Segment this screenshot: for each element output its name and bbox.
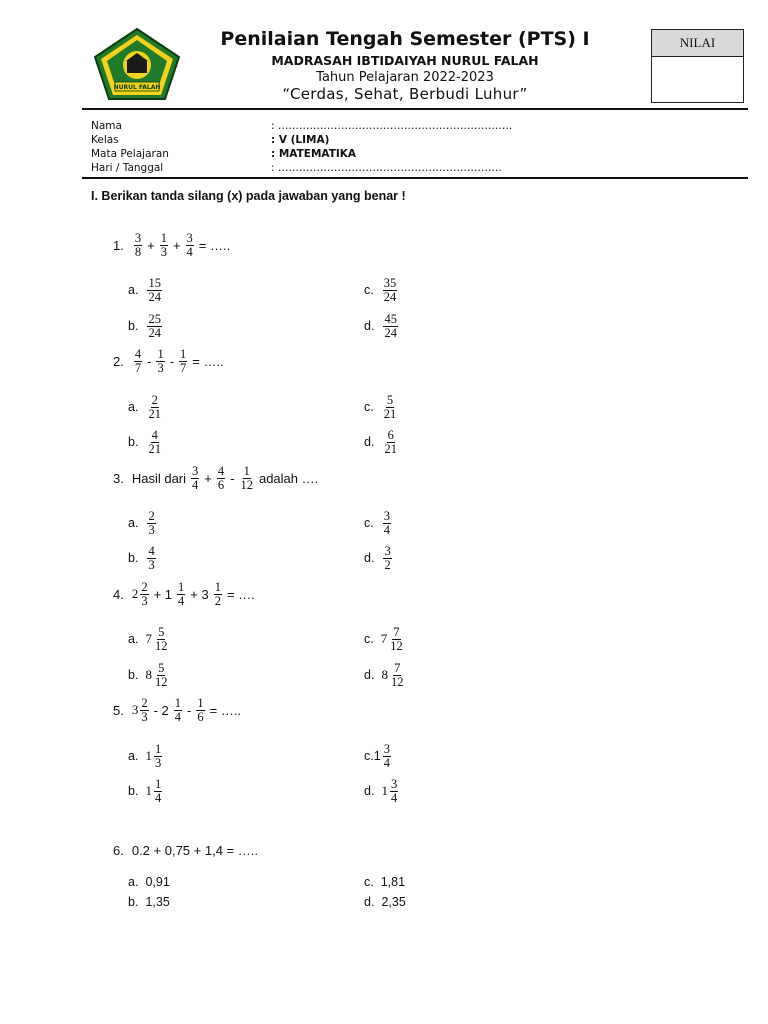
numerator: 2 [151, 392, 158, 407]
question-4-option-d[interactable] [364, 661, 406, 689]
subject-value: : MATEMATIKA [271, 148, 357, 160]
denominator: 4 [383, 522, 390, 537]
numerator: 5 [386, 392, 394, 407]
option-label: d. [364, 435, 375, 449]
operator: = ….. [209, 702, 242, 718]
option-label: a. [128, 283, 139, 297]
fraction [147, 277, 162, 304]
whole-number: 1 [381, 783, 388, 798]
option-label: a. [128, 749, 139, 763]
numerator: 1 [243, 463, 250, 478]
option-label: a. [128, 516, 139, 530]
question-4-option-c[interactable] [364, 625, 406, 653]
fraction [134, 348, 142, 375]
class-value: : V (LIMA) [271, 134, 330, 146]
operator: - [230, 470, 235, 486]
fraction [191, 465, 199, 492]
denominator: 21 [383, 406, 397, 421]
question-5-option-c[interactable] [364, 742, 393, 770]
fraction [147, 313, 162, 340]
operator: = …. [226, 586, 255, 602]
numerator: 2 [141, 579, 148, 594]
question-5 [113, 696, 244, 724]
denominator: 4 [383, 755, 390, 770]
question-3 [113, 464, 318, 492]
numerator: 1 [174, 695, 182, 710]
section-instruction: I. Berikan tanda silang (x) pada jawaban yang benar ! [91, 189, 406, 203]
option-label: d. [364, 319, 375, 333]
header-divider-top [82, 108, 748, 110]
option-label: b. [128, 784, 139, 798]
question-6-option-d[interactable] [364, 888, 406, 916]
denominator: 3 [141, 593, 148, 608]
numerator: 1 [178, 579, 185, 594]
denominator: 21 [384, 441, 397, 456]
numerator: 5 [158, 660, 165, 675]
numerator: 3 [383, 508, 390, 523]
numerator: 3 [192, 463, 199, 478]
numerator: 5 [158, 624, 165, 639]
denominator: 8 [134, 244, 142, 259]
question-1-option-c[interactable] [364, 276, 399, 304]
fraction [154, 778, 162, 805]
fraction [239, 465, 254, 492]
question-number: 1. [113, 237, 124, 253]
operator: - 2 [153, 702, 169, 718]
denominator: 7 [134, 360, 142, 375]
operator: = ….. [192, 353, 224, 369]
denominator: 21 [148, 406, 161, 421]
fraction [177, 581, 185, 608]
question-2-option-a[interactable] [128, 393, 164, 421]
denominator: 24 [148, 289, 161, 304]
denominator: 12 [154, 638, 168, 653]
denominator: 12 [390, 638, 403, 653]
numerator: 4 [148, 543, 155, 558]
question-3-option-a[interactable] [128, 509, 158, 537]
numerator: 25 [148, 311, 161, 326]
operator: - [147, 353, 152, 369]
option-label: a. [128, 400, 139, 414]
fraction [154, 626, 169, 653]
numerator: 2 [141, 695, 148, 710]
denominator: 24 [148, 325, 161, 340]
fraction [156, 348, 164, 375]
option-label: d. [364, 784, 375, 798]
denominator: 21 [148, 441, 161, 456]
fraction [383, 429, 398, 456]
denominator: 4 [192, 477, 199, 492]
numerator: 6 [387, 427, 394, 442]
denominator: 2 [384, 557, 391, 572]
fraction [383, 510, 391, 537]
question-text: 0.2 + 0,75 + 1,4 = ….. [131, 842, 258, 858]
name-label: Nama [91, 120, 122, 132]
score-box-label: NILAI [652, 30, 743, 57]
fraction [214, 581, 222, 608]
denominator: 3 [141, 709, 148, 724]
fraction [383, 545, 391, 572]
question-4-option-a[interactable] [128, 625, 170, 653]
whole-number: 8 [145, 667, 152, 682]
numerator: 1 [157, 346, 164, 361]
denominator: 4 [186, 244, 193, 259]
subject-label: Mata Pelajaran [91, 148, 169, 160]
fraction [383, 743, 391, 770]
fraction [140, 581, 148, 608]
denominator: 24 [383, 289, 397, 304]
question-4 [113, 580, 258, 608]
question-1-option-a[interactable] [128, 276, 164, 304]
header-divider-bottom [82, 177, 748, 179]
denominator: 12 [240, 477, 253, 492]
numerator: 4 [217, 463, 225, 478]
operator: + [172, 237, 181, 253]
question-number: 6. [113, 842, 124, 858]
denominator: 12 [390, 674, 404, 689]
operator: 2 [131, 586, 139, 601]
denominator: 12 [154, 674, 168, 689]
fraction [186, 232, 194, 259]
numerator: 3 [390, 776, 398, 791]
whole-number: 7 [380, 631, 388, 646]
question-4-option-b[interactable] [128, 661, 170, 689]
numerator: 2 [148, 508, 155, 523]
option-value: 0,91 [145, 875, 170, 889]
question-2-option-b[interactable] [128, 428, 164, 456]
numerator: 3 [384, 543, 391, 558]
operator: + 1 [153, 586, 173, 602]
class-label: Kelas [91, 134, 119, 146]
whole-number: 7 [145, 631, 152, 646]
option-label: c. [364, 400, 374, 414]
numerator: 45 [384, 311, 397, 326]
fraction [134, 232, 142, 259]
numerator: 1 [180, 346, 187, 361]
question-1-option-b[interactable] [128, 312, 164, 340]
fraction [390, 778, 398, 805]
fraction [174, 697, 182, 724]
option-label: d. [364, 668, 375, 682]
numerator: 1 [154, 741, 162, 756]
whole-number: 8 [381, 667, 388, 682]
option-label: a. [128, 632, 139, 646]
option-label: b. [128, 319, 139, 333]
academic-year: Tahun Pelajaran 2022-2023 [316, 70, 494, 85]
question-1 [113, 231, 233, 259]
fraction [147, 394, 162, 421]
operator: - [187, 702, 192, 718]
fraction [383, 394, 398, 421]
question-2-option-d[interactable] [364, 428, 400, 456]
operator: + [204, 470, 212, 486]
denominator: 4 [178, 593, 185, 608]
numerator: 1 [154, 776, 162, 791]
operator: - [169, 353, 175, 369]
date-label: Hari / Tanggal [91, 162, 164, 174]
question-6 [113, 836, 258, 864]
denominator: 24 [384, 325, 397, 340]
fraction [390, 662, 405, 689]
page-title: Penilaian Tengah Semester (PTS) I [220, 28, 590, 50]
denominator: 6 [217, 477, 225, 492]
denominator: 2 [214, 593, 221, 608]
numerator: 3 [186, 230, 193, 245]
school-motto: “Cerdas, Sehat, Berbudi Luhur” [282, 85, 528, 103]
fraction [179, 348, 187, 375]
denominator: 3 [148, 557, 155, 572]
numerator: 1 [197, 695, 204, 710]
numerator: 1 [214, 579, 221, 594]
option-label: c.1 [364, 749, 381, 763]
denominator: 3 [157, 360, 164, 375]
question-number: 3. [113, 470, 124, 486]
option-value: 1,35 [145, 895, 170, 909]
question-suffix: adalah …. [258, 470, 319, 486]
question-6-option-b[interactable] [128, 888, 170, 916]
question-number: 2. [113, 353, 124, 369]
question-number: 5. [113, 702, 124, 718]
option-label: c. [364, 632, 374, 646]
option-label: d. [364, 895, 375, 909]
question-5-option-a[interactable] [128, 742, 164, 770]
numerator: 4 [134, 346, 142, 361]
option-value: 2,35 [381, 895, 406, 909]
date-field[interactable]: : ………………………………………………………. [271, 162, 502, 174]
fraction [154, 662, 169, 689]
denominator: 3 [154, 755, 162, 770]
question-3-option-d[interactable] [364, 544, 394, 572]
denominator: 3 [148, 522, 155, 537]
fraction [147, 429, 162, 456]
question-3-option-c[interactable] [364, 509, 393, 537]
fraction [140, 697, 148, 724]
school-name: MADRASAH IBTIDAIYAH NURUL FALAH [271, 53, 539, 68]
numerator: 15 [148, 275, 161, 290]
option-label: b. [128, 668, 139, 682]
numerator: 7 [394, 660, 401, 675]
score-box [651, 29, 744, 103]
fraction [147, 545, 155, 572]
operator: 3 [131, 702, 139, 717]
question-5-option-b[interactable] [128, 777, 164, 805]
option-label: b. [128, 551, 139, 565]
numerator: 4 [151, 427, 158, 442]
option-label: c. [364, 516, 374, 530]
option-label: c. [364, 875, 374, 889]
numerator: 3 [383, 741, 390, 756]
numerator: 7 [393, 624, 400, 639]
whole-number: 1 [145, 748, 152, 763]
fraction [196, 697, 204, 724]
denominator: 4 [390, 790, 398, 805]
numerator: 3 [134, 230, 142, 245]
fraction [383, 313, 398, 340]
option-label: c. [364, 283, 374, 297]
question-number: 4. [113, 586, 124, 602]
fraction [383, 277, 398, 304]
numerator: 1 [160, 230, 167, 245]
denominator: 4 [174, 709, 182, 724]
operator: = ….. [198, 237, 231, 253]
denominator: 4 [154, 790, 162, 805]
fraction [160, 232, 168, 259]
option-label: a. [128, 875, 139, 889]
logo-text: NURUL FALAH [113, 84, 161, 91]
question-2-option-c[interactable] [364, 393, 399, 421]
denominator: 6 [197, 709, 204, 724]
operator: + [147, 237, 155, 253]
fraction [147, 510, 155, 537]
whole-number: 1 [145, 783, 152, 798]
option-label: d. [364, 551, 375, 565]
question-2 [113, 347, 227, 375]
question-5-option-d[interactable] [364, 777, 400, 805]
option-label: b. [128, 435, 139, 449]
option-value: 1,81 [380, 875, 406, 889]
question-prefix: Hasil dari [131, 470, 187, 486]
fraction [217, 465, 225, 492]
denominator: 3 [160, 244, 167, 259]
denominator: 7 [180, 360, 187, 375]
question-3-option-b[interactable] [128, 544, 158, 572]
option-label: b. [128, 895, 139, 909]
question-1-option-d[interactable] [364, 312, 400, 340]
school-logo [93, 27, 181, 101]
numerator: 35 [383, 275, 397, 290]
fraction [154, 743, 162, 770]
operator: + 3 [190, 586, 209, 602]
name-field[interactable]: : …………………………………………………………. [271, 120, 513, 132]
fraction [389, 626, 404, 653]
